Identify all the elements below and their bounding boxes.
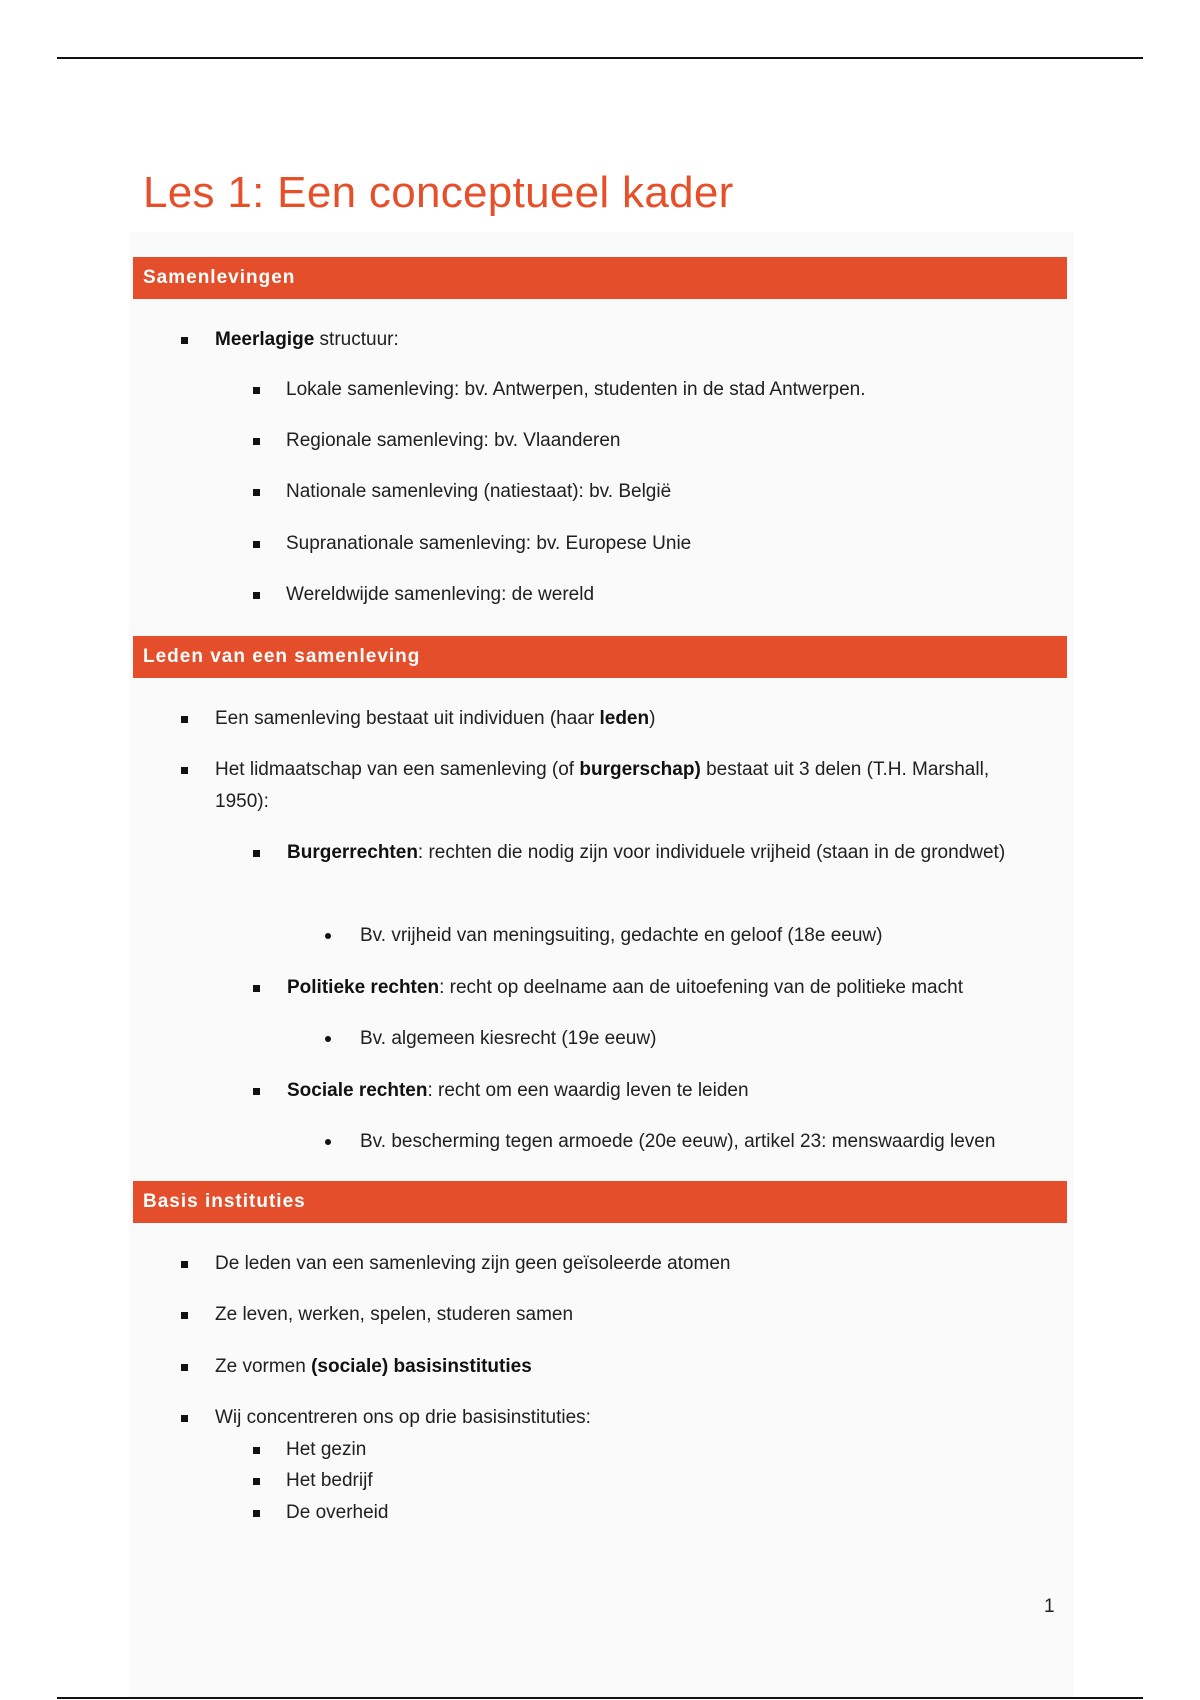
square-bullet-icon (253, 850, 260, 857)
square-bullet-icon (181, 337, 188, 344)
list-item: Regionale samenleving: bv. Vlaanderen (286, 430, 621, 451)
page-title: Les 1: Een conceptueel kader (143, 168, 734, 217)
square-bullet-icon (181, 716, 188, 723)
square-bullet-icon (253, 387, 260, 394)
square-bullet-icon (181, 1364, 188, 1371)
square-bullet-icon (253, 1447, 260, 1454)
list-item: Bv. algemeen kiesrecht (19e eeuw) (360, 1028, 657, 1049)
section-heading-leden: Leden van een samenleving (133, 636, 1067, 678)
list-item: Wereldwijde samenleving: de wereld (286, 584, 595, 605)
round-bullet-icon (325, 1036, 331, 1042)
footer-rule (57, 1697, 1143, 1699)
square-bullet-icon (253, 489, 260, 496)
list-item: Bv. bescherming tegen armoede (20e eeuw), artikel 23: menswaardig leven (360, 1131, 996, 1152)
list-item: Het gezin (286, 1439, 367, 1460)
list-item: Nationale samenleving (natiestaat): bv. België (286, 481, 672, 502)
section-heading-samenlevingen: Samenlevingen (133, 257, 1067, 299)
list-item: De leden van een samenleving zijn geen geïsoleerde atomen (215, 1253, 731, 1274)
list-item: Wij concentreren ons op drie basisinstituties: (215, 1407, 591, 1428)
square-bullet-icon (253, 1478, 260, 1485)
list-item: Het bedrijf (286, 1470, 373, 1491)
section-heading-basis-instituties: Basis instituties (133, 1181, 1067, 1223)
list-item: Lokale samenleving: bv. Antwerpen, studenten in de stad Antwerpen. (286, 379, 866, 400)
list-item: De overheid (286, 1502, 389, 1523)
list-item: Supranationale samenleving: bv. Europese Unie (286, 533, 692, 554)
list-item: Het lidmaatschap van een samenleving (of burgerschap) bestaat uit 3 delen (T.H. Marshall, 1950): (215, 759, 990, 812)
header-rule (57, 57, 1143, 59)
list-item: Ze leven, werken, spelen, studeren samen (215, 1304, 574, 1325)
square-bullet-icon (253, 541, 260, 548)
page-number: 1 (1044, 1596, 1055, 1617)
list-item: Meerlagige structuur: (215, 329, 399, 350)
square-bullet-icon (253, 438, 260, 445)
square-bullet-icon (181, 1415, 188, 1422)
list-item: Sociale rechten: recht om een waardig leven te leiden (287, 1080, 749, 1101)
square-bullet-icon (253, 1088, 260, 1095)
list-item: Een samenleving bestaat uit individuen (haar leden) (215, 708, 656, 729)
square-bullet-icon (253, 985, 260, 992)
list-item: Politieke rechten: recht op deelname aan de uitoefening van de politieke macht (287, 977, 963, 998)
list-item: Burgerrechten: rechten die nodig zijn voor individuele vrijheid (staan in de grondwet) (287, 842, 1006, 863)
square-bullet-icon (181, 1312, 188, 1319)
round-bullet-icon (325, 1139, 331, 1145)
round-bullet-icon (325, 933, 331, 939)
square-bullet-icon (181, 767, 188, 774)
list-item: Bv. vrijheid van meningsuiting, gedachte en geloof (18e eeuw) (360, 925, 883, 946)
square-bullet-icon (253, 1510, 260, 1517)
list-item: Ze vormen (sociale) basisinstituties (215, 1356, 532, 1377)
square-bullet-icon (181, 1261, 188, 1268)
square-bullet-icon (253, 592, 260, 599)
